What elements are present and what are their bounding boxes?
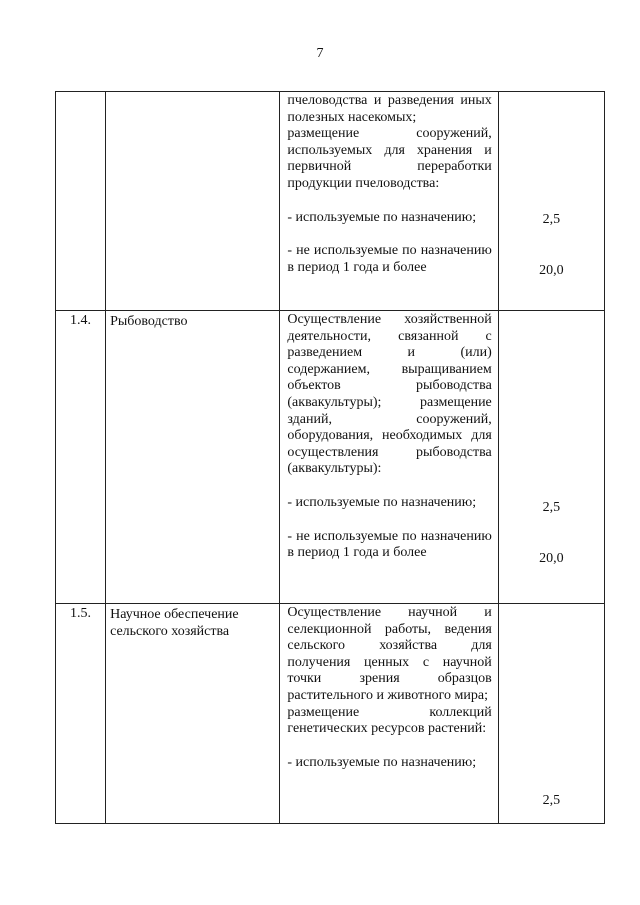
option-value: 2,5 — [542, 212, 561, 227]
row-number — [56, 92, 106, 311]
row-description — [280, 311, 498, 604]
row-number: 1.5. — [56, 604, 106, 824]
option-text: - используемые по назначению; — [287, 494, 477, 510]
option-text: - не используемые по назначению в период 1 года и более — [287, 243, 492, 275]
option-value: 2,5 — [542, 793, 561, 808]
land-use-table — [55, 91, 605, 824]
option-value: 20,0 — [539, 262, 564, 278]
row-values — [498, 92, 604, 311]
row-name: Научное обеспечение сельского хозяйства — [106, 604, 280, 824]
row-name — [106, 92, 280, 311]
table-row — [56, 311, 605, 604]
page-number: 7 — [316, 46, 324, 61]
description-paragraph: Осуществление хозяйственной деятельности, связанной с разведением и (или) содержанием, выращиванием объектов рыбоводства (аквакультуры); размещение зданий, сооружений, оборудования, необходимых для осуществления рыбоводства (аквакультуры): — [287, 312, 492, 477]
option-text: - используемые по назначению; — [287, 209, 477, 225]
row-name: Рыбоводство — [106, 311, 280, 604]
table-row — [56, 92, 605, 311]
option-text: - используемые по назначению; — [287, 754, 477, 770]
row-description — [280, 92, 498, 311]
description-paragraph: пчеловодства и разведения иных полезных насекомых; — [287, 93, 492, 125]
description-paragraph: размещение сооружений, используемых для хранения и первичной переработки продукции пчеловодства: — [287, 126, 492, 191]
option-value: 20,0 — [539, 550, 564, 566]
row-values — [498, 604, 604, 824]
row-values — [498, 311, 604, 604]
description-paragraph: Осуществление научной и селекционной работы, ведения сельского хозяйства для получения ценных с научной точки зрения образцов растительного и животного мира; — [287, 605, 492, 703]
row-number: 1.4. — [56, 311, 106, 604]
description-paragraph: размещение коллекций генетических ресурсов растений: — [287, 704, 492, 737]
option-value: 2,5 — [542, 500, 561, 515]
table-row — [56, 604, 605, 824]
row-description — [280, 604, 498, 824]
option-text: - не используемые по назначению в период 1 года и более — [287, 528, 492, 561]
